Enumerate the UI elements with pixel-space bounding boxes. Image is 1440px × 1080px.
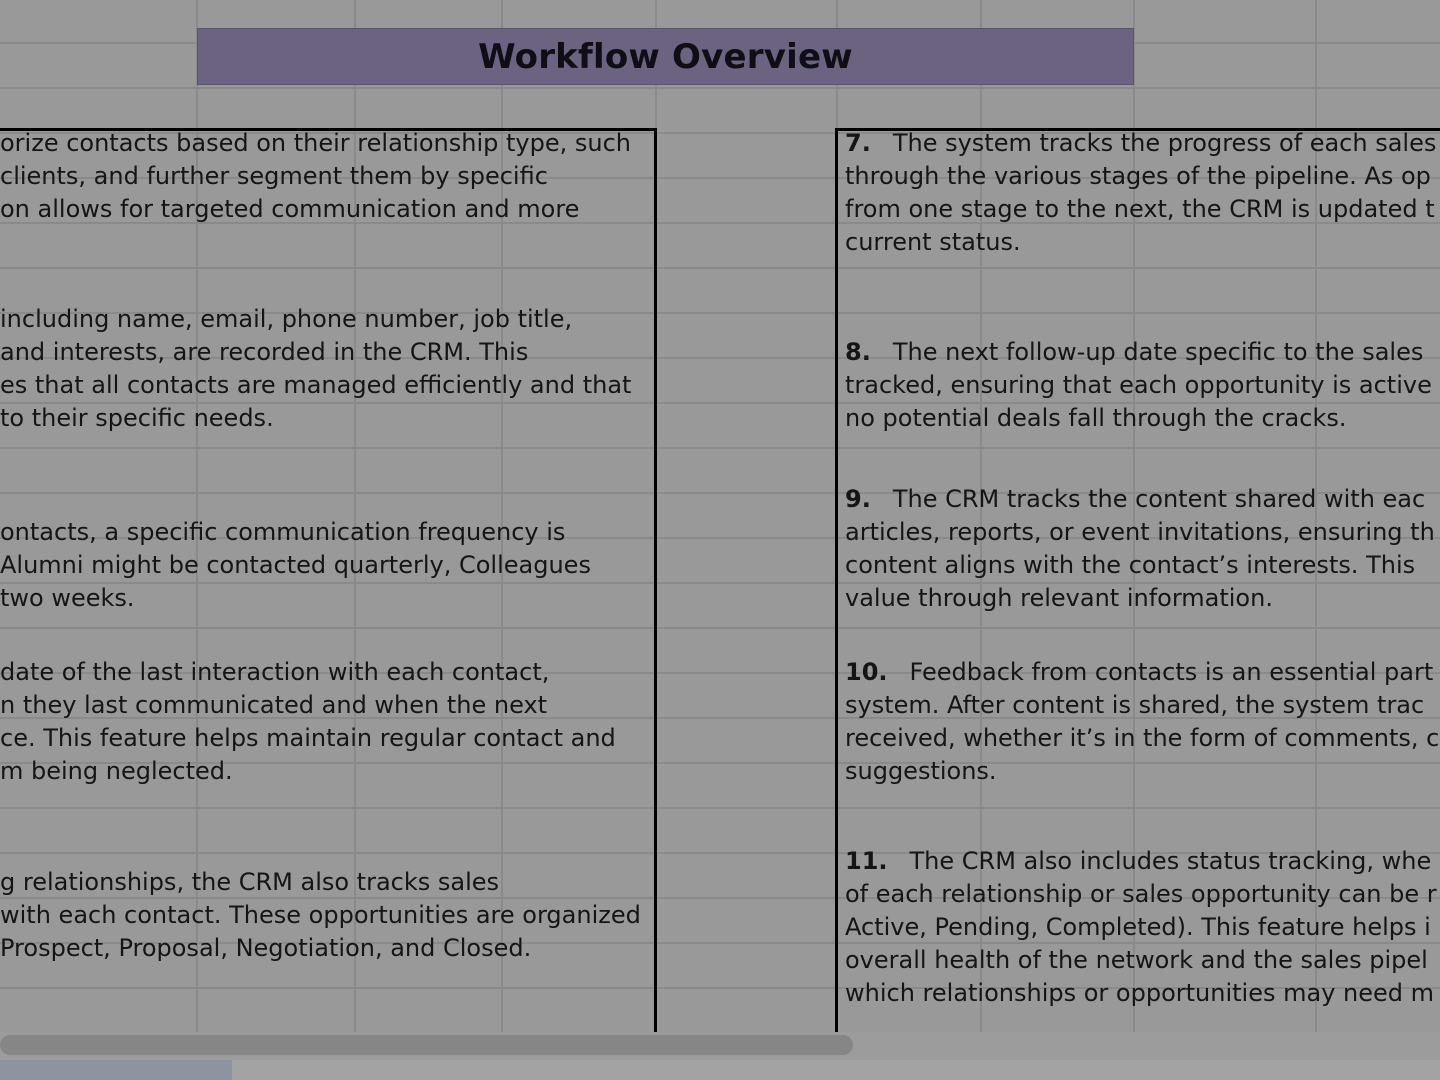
right-paragraph-9[interactable]: 9. The CRM tracks the content shared with eac articles, reports, or event invitations, ensuring th content aligns with the contact’s interests. This value through relevant information.: [845, 485, 1435, 612]
left-paragraph-2[interactable]: including name, email, phone number, job title, and interests, are recorded in the CRM. This es that all contacts are managed efficiently and that to their specific needs.: [0, 305, 632, 432]
right-paragraph-8[interactable]: 8. The next follow-up date specific to the sales tracked, ensuring that each opportunity is active no potential deals fall through the cracks.: [845, 338, 1432, 432]
left-paragraph-3[interactable]: ontacts, a specific communication frequency is Alumni might be contacted quarterly, Colleagues two weeks.: [0, 518, 591, 612]
workflow-title-cell[interactable]: [197, 28, 1134, 85]
page-title: Workflow Overview: [478, 36, 853, 77]
sheet-tab-active[interactable]: [0, 1060, 232, 1080]
left-paragraph-1[interactable]: orize contacts based on their relationship type, such clients, and further segment them by specific on allows for targeted communication and more: [0, 129, 631, 223]
left-paragraph-5[interactable]: g relationships, the CRM also tracks sales with each contact. These opportunities are organized Prospect, Proposal, Negotiation, and Closed.: [0, 868, 641, 962]
left-paragraph-4[interactable]: date of the last interaction with each contact, n they last communicated and when the next ce. This feature helps maintain regular contact and m being neglected.: [0, 658, 616, 785]
right-paragraph-10[interactable]: 10. Feedback from contacts is an essential part system. After content is shared, the system trac received, whether it’s in the form of comments, c suggestions.: [845, 658, 1440, 785]
horizontal-scrollbar-thumb[interactable]: [0, 1035, 853, 1055]
right-paragraph-11[interactable]: 11. The CRM also includes status tracking, whe of each relationship or sales opportunity can be r Active, Pending, Completed). This feature helps i overall health of the network and the sales pipel which relationships or opportunities may need m: [845, 847, 1437, 1007]
right-paragraph-7[interactable]: 7. The system tracks the progress of each sales through the various stages of the pipeline. As op from one stage to the next, the CRM is updated t current status.: [845, 129, 1437, 256]
